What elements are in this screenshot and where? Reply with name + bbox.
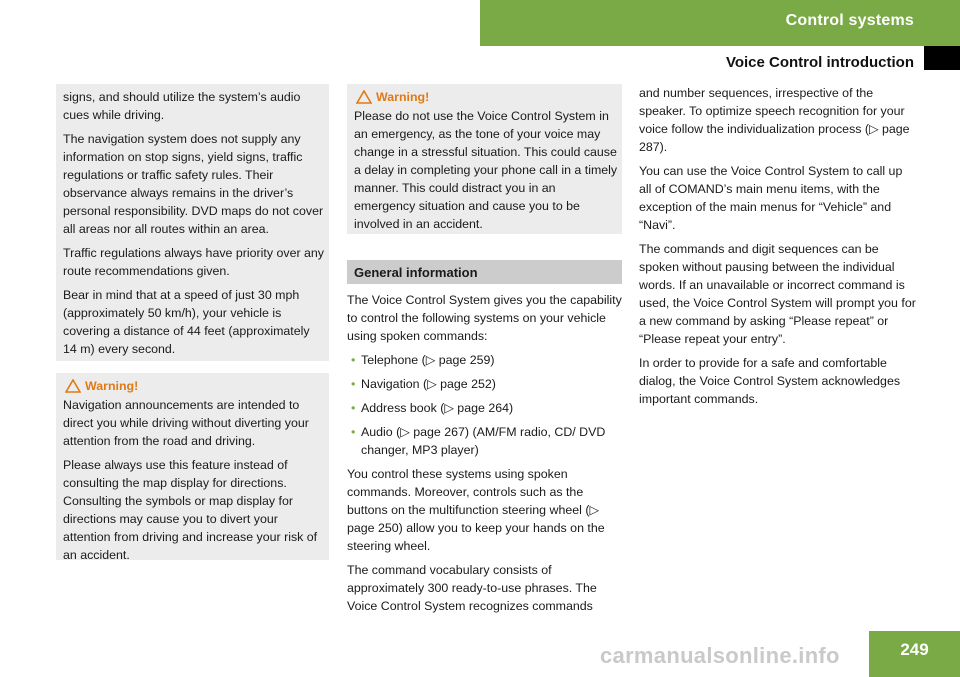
watermark: carmanualsonline.info bbox=[600, 643, 840, 668]
right-column bbox=[639, 84, 916, 414]
warning-title: Warning! bbox=[85, 379, 139, 393]
system-list bbox=[347, 351, 622, 459]
warning-heading bbox=[63, 377, 325, 395]
warning-box bbox=[347, 84, 622, 234]
page-title: Voice Control introduction bbox=[725, 54, 914, 71]
section-heading: General information bbox=[347, 260, 622, 284]
left-column bbox=[56, 84, 329, 560]
info-box bbox=[56, 84, 329, 361]
warning-title: Warning! bbox=[376, 90, 430, 104]
warning-heading bbox=[354, 88, 618, 106]
warning-text: Please do not use the Voice Control System in an emergency, as the tone of your voice may change in a stressful situation. This could cause a delay in completing your phone call in a timely manner. This could distract you in an emergency situation and cause you to be involved in an accident. bbox=[354, 109, 618, 231]
paragraph: The command vocabulary consists of approximately 300 ready-to-use phrases. The Voice Control System recognizes commands bbox=[347, 563, 597, 613]
paragraph: The Voice Control System gives you the capability to control the following systems on your vehicle using spoken commands: bbox=[347, 293, 622, 343]
paragraph: In order to provide for a safe and comfortable dialog, the Voice Control System acknowledges important commands. bbox=[639, 356, 901, 406]
header-tab-marker bbox=[924, 46, 960, 70]
list-item: • Telephone (▷ page 259) bbox=[347, 351, 622, 369]
middle-column bbox=[347, 84, 622, 621]
warning-triangle-icon bbox=[65, 379, 81, 393]
warning-triangle-icon bbox=[356, 90, 372, 104]
paragraph: You control these systems using spoken commands. Moreover, controls such as the buttons on the multifunction steering wheel (▷ page 250) allow you to keep your hands on the steering wheel. bbox=[347, 467, 605, 553]
paragraph: Traffic regulations always have priority over any route recommendations given. bbox=[63, 246, 325, 278]
section-title: Control systems bbox=[785, 12, 914, 29]
paragraph: signs, and should utilize the system’s audio cues while driving. bbox=[63, 90, 301, 122]
page-number: 249 bbox=[900, 640, 929, 659]
list-item: • Navigation (▷ page 252) bbox=[347, 375, 622, 393]
paragraph: You can use the Voice Control System to call up all of COMAND’s main menu items, with the exception of the main menus for “Vehicle” and “Navi”. bbox=[639, 164, 903, 232]
paragraph: Bear in mind that at a speed of just 30 mph (approximately 50 km/h), your vehicle is covering a distance of 44 feet (approximately 14 m) every second. bbox=[63, 288, 310, 356]
page-number-box bbox=[869, 631, 960, 677]
paragraph: The navigation system does not supply any information on stop signs, yield signs, traffic regulations or traffic safety rules. Their observance always remains in the driver’s personal responsibility. DVD maps do not cover all areas nor all routes within an area. bbox=[63, 132, 324, 236]
warning-text: Please always use this feature instead of consulting the map display for directions. Consulting the symbols or map display for directions may cause you to divert your attention from driving and increase your risk of an accident. bbox=[63, 458, 318, 562]
warning-text: Navigation announcements are intended to direct you while driving without diverting your attention from the road and driving. bbox=[63, 398, 309, 448]
paragraph: and number sequences, irrespective of the speaker. To optimize speech recognition for your voice follow the individualization process (▷ page 287). bbox=[639, 86, 910, 154]
warning-box bbox=[56, 373, 329, 560]
paragraph: The commands and digit sequences can be spoken without pausing between the individual words. If an unavailable or incorrect command is used, the Voice Control System will prompt you for a new command by asking “Please repeat” or “Please repeat your entry”. bbox=[639, 242, 916, 346]
list-item: • Audio (▷ page 267) (AM/FM radio, CD/ DVD changer, MP3 player) bbox=[347, 423, 622, 459]
list-item: • Address book (▷ page 264) bbox=[347, 399, 622, 417]
